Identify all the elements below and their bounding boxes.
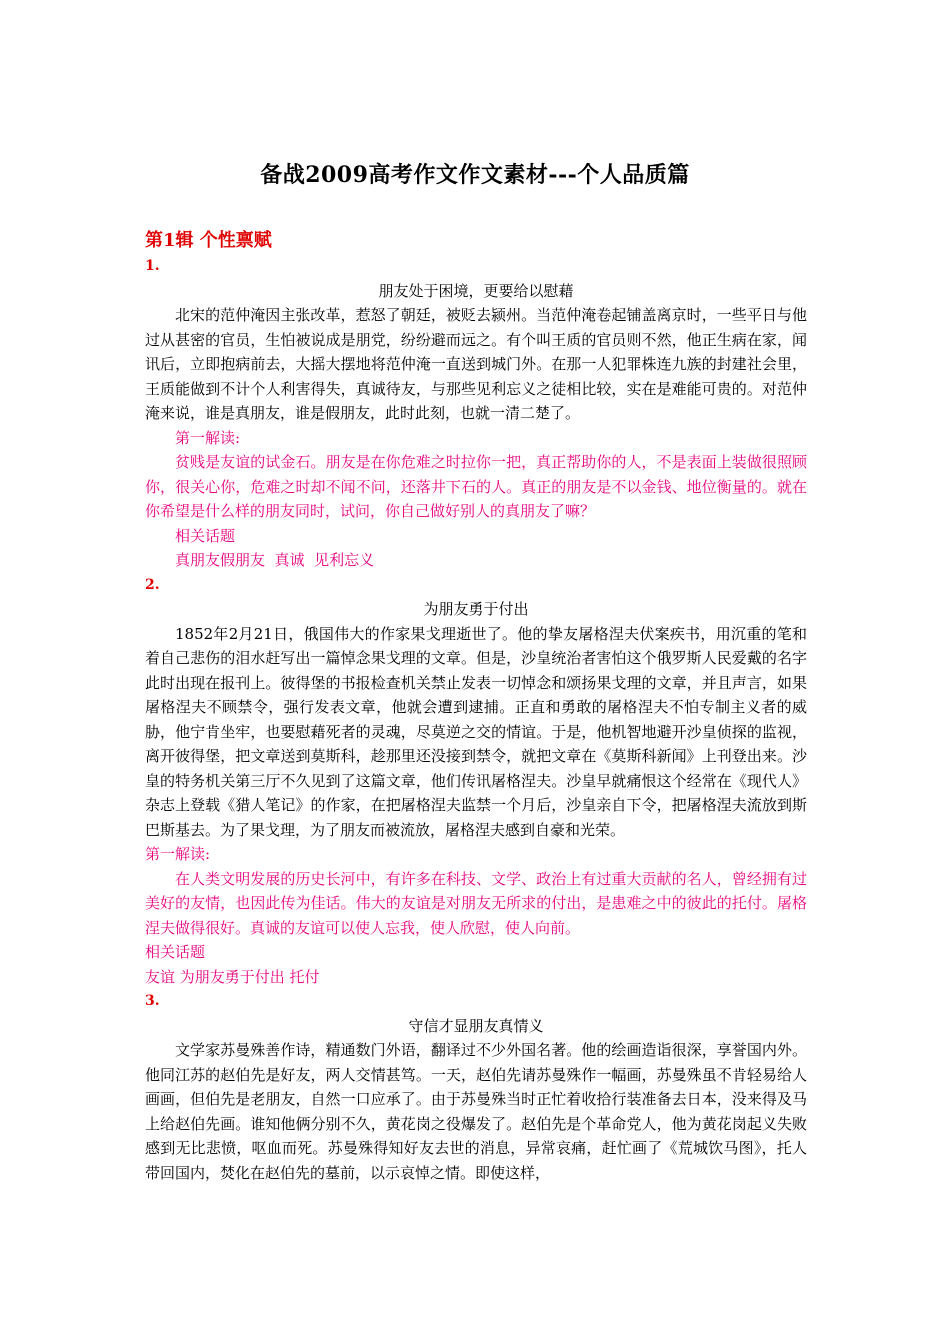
item-number: 3.: [145, 993, 160, 1009]
item-number: 2.: [145, 576, 160, 593]
item-story: 文学家苏曼殊善作诗，精通数门外语，翻译过不少外国名著。他的绘画造诣很深，享誉国内外。他同江苏的赵伯先是好友，两人交情甚笃。一天，赵伯先请苏曼殊作一幅画，苏曼殊虽不肯轻易给人画画，但伯先是老朋友，自然一口应承了。由于苏曼殊当时正忙着收拾行装准备去日本，没来得及马上给赵伯先画。谁知他俩分别不久，黄花岗之役爆发了。赵伯先是个革命党人，他为黄花岗起义失败感到无比悲愤，呕血而死。苏曼殊得知好友去世的消息，异常哀痛，赶忙画了《荒城饮马图》，托人带回国内，焚化在赵伯先的墓前，以示哀悼之情。即使这样，: [145, 1041, 807, 1182]
item-story: 1852年2月21日，俄国伟大的作家果戈理逝世了。他的挚友屠格涅夫伏案疾书，用沉重的笔和着自己悲伤的泪水赶写出一篇悼念果戈理的文章。但是，沙皇统治者害怕这个俄罗斯人民爱戴的名字此时出现在报刊上。彼得堡的书报检查机关禁止发表一切悼念和颂扬果戈理的文章，并且声言，如果屠格涅夫不顾禁令，强行发表文章，他就会遭到逮捕。正直和勇敢的屠格涅夫不怕专制主义者的威胁，他宁肯坐牢，也要慰藉死者的灵魂，尽莫逆之交的情谊。于是，他机智地避开沙皇侦探的监视，离开彼得堡，把文章送到莫斯科，趁那里还没接到禁令，就把文章在《莫斯科新闻》上刊登出来。沙皇的特务机关第三厅不久见到了这篇文章，他们传讯屠格涅夫。沙皇早就痛恨这个经常在《现代人》杂志上登载《猎人笔记》的作家，在把屠格涅夫监禁一个月后，沙皇亲自下令，把屠格涅夫流放到斯巴斯基去。为了果戈理，为了朋友而被流放，屠格涅夫感到自豪和光荣。: [145, 624, 807, 839]
item-subtitle: 朋友处于困境，更要给以慰藉: [378, 281, 574, 300]
reading-label: 第一解读:: [175, 428, 241, 447]
item-subtitle: 为朋友勇于付出: [423, 600, 529, 618]
topics-label: 相关话题: [145, 943, 206, 961]
section-heading: 第1辑 个性禀赋: [145, 230, 272, 251]
topics-text: 友谊 为朋友勇于付出 托付: [145, 967, 320, 986]
item-subtitle: 守信才显朋友真情义: [408, 1016, 544, 1035]
document-body: [145, 254, 807, 1185]
reading-label: 第一解读:: [145, 845, 211, 863]
item-story: 北宋的范仲淹因主张改革，惹怒了朝廷，被贬去颍州。当范仲淹卷起铺盖离京时，一些平日与他过从甚密的官员，生怕被说成是朋党，纷纷避而远之。有个叫王质的官员则不然，他正生病在家，闻讯后，立即抱病前去，大摇大摆地将范仲淹一直送到城门外。在那一人犯罪株连九族的封建社会里，王质能做到不计个人利害得失，真诚待友，与那些见利忘义之徒相比较，实在是难能可贵的。对范仲淹来说，谁是真朋友，谁是假朋友，此时此刻，也就一清二楚了。: [145, 306, 807, 422]
document-title: 备战2009高考作文作文素材---个人品质篇: [260, 162, 690, 188]
topics-label: 相关话题: [175, 526, 236, 545]
reading-text: 在人类文明发展的历史长河中，有许多在科技、文学、政治上有过重大贡献的名人，曾经拥有过美好的友情，也因此传为佳话。伟大的友谊是对朋友无所求的付出，是患难之中的彼此的托付。屠格涅夫做得很好。真诚的友谊可以使人忘我，使人欣慰，使人向前。: [145, 869, 807, 937]
item-number: 1.: [145, 258, 160, 274]
reading-text: 贫贱是友谊的试金石。朋友是在你危难之时拉你一把，真正帮助你的人，不是表面上装做很照顾你，很关心你，危难之时却不闻不问，还落井下石的人。真正的朋友是不以金钱、地位衡量的。就在你希望是什么样的朋友同时，试问，你自己做好别人的真朋友了嘛？: [145, 453, 807, 520]
topics-text: 真朋友假朋友 真诚 见利忘义: [175, 551, 375, 569]
